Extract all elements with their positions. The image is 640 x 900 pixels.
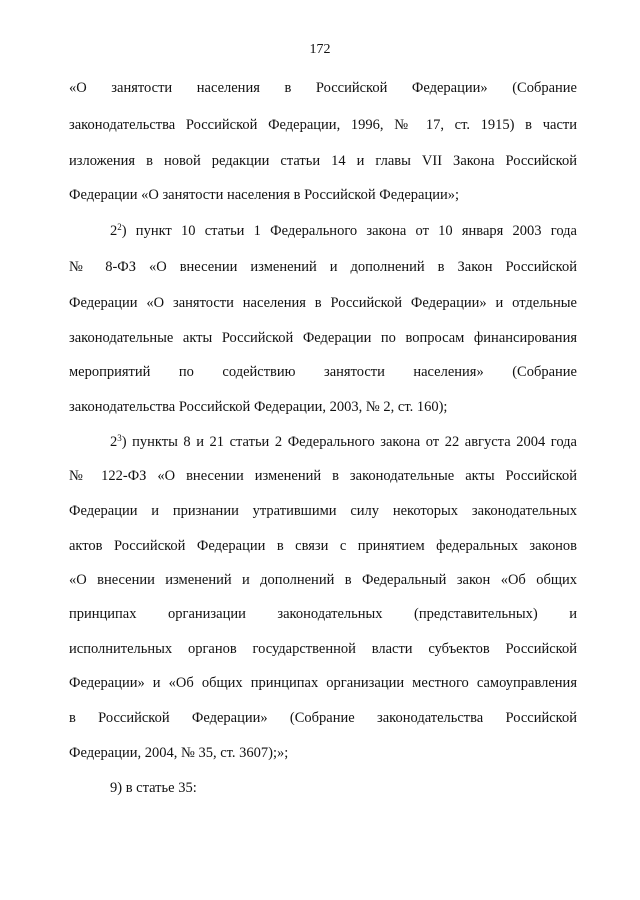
text-line: «О занятости населения в Российской Федерации» (Собрание (69, 80, 577, 96)
text-line: законодательства Российской Федерации, 1996, № 17, ст. 1915) в части (69, 117, 577, 133)
text-line: в Российской Федерации» (Собрание законодательства Российской (69, 710, 577, 726)
text-line: законодательные акты Российской Федерации по вопросам финансирования (69, 330, 577, 346)
text-line: актов Российской Федерации в связи с принятием федеральных законов (69, 538, 577, 554)
text-line: исполнительных органов государственной власти субъектов Российской (69, 641, 577, 657)
text-line: № 8-ФЗ «О внесении изменений и дополнений в Закон Российской (69, 259, 577, 275)
item-marker: 2 (110, 223, 118, 239)
item-marker-superscript: 3 (117, 433, 122, 444)
text-line-rest: ) пункты 8 и 21 статьи 2 Федерального закона от 22 августа 2004 года (121, 434, 577, 450)
text-line: № 122-ФЗ «О внесении изменений в законодательные акты Российской (69, 468, 577, 484)
text-line: законодательства Российской Федерации, 2003, № 2, ст. 160); (69, 399, 448, 415)
text-line-rest: ) пункт 10 статьи 1 Федерального закона от 10 января 2003 года (121, 223, 577, 239)
text-line: Федерации, 2004, № 35, ст. 3607);»; (69, 745, 289, 761)
text-line: Федерации «О занятости населения в Российской Федерации» и отдельные (69, 295, 577, 311)
text-line: изложения в новой редакции статьи 14 и главы VII Закона Российской (69, 153, 577, 169)
text-line: Федерации «О занятости населения в Российской Федерации»; (69, 187, 459, 203)
page-number: 172 (309, 42, 331, 57)
item-marker: 2 (110, 434, 118, 450)
text-line (110, 222, 577, 240)
text-line: принципах организации законодательных (представительных) и (69, 606, 577, 622)
text-line: «О внесении изменений и дополнений в Федеральный закон «Об общих (69, 572, 577, 588)
text-line: мероприятий по содействию занятости населения» (Собрание (69, 364, 577, 380)
item-marker-superscript: 2 (117, 222, 122, 233)
text-line: Федерации» и «Об общих принципах организации местного самоуправления (69, 675, 577, 691)
text-line (110, 433, 577, 451)
text-line: Федерации и признании утратившими силу некоторых законодательных (69, 503, 577, 519)
text-line: 9) в статье 35: (110, 780, 197, 796)
